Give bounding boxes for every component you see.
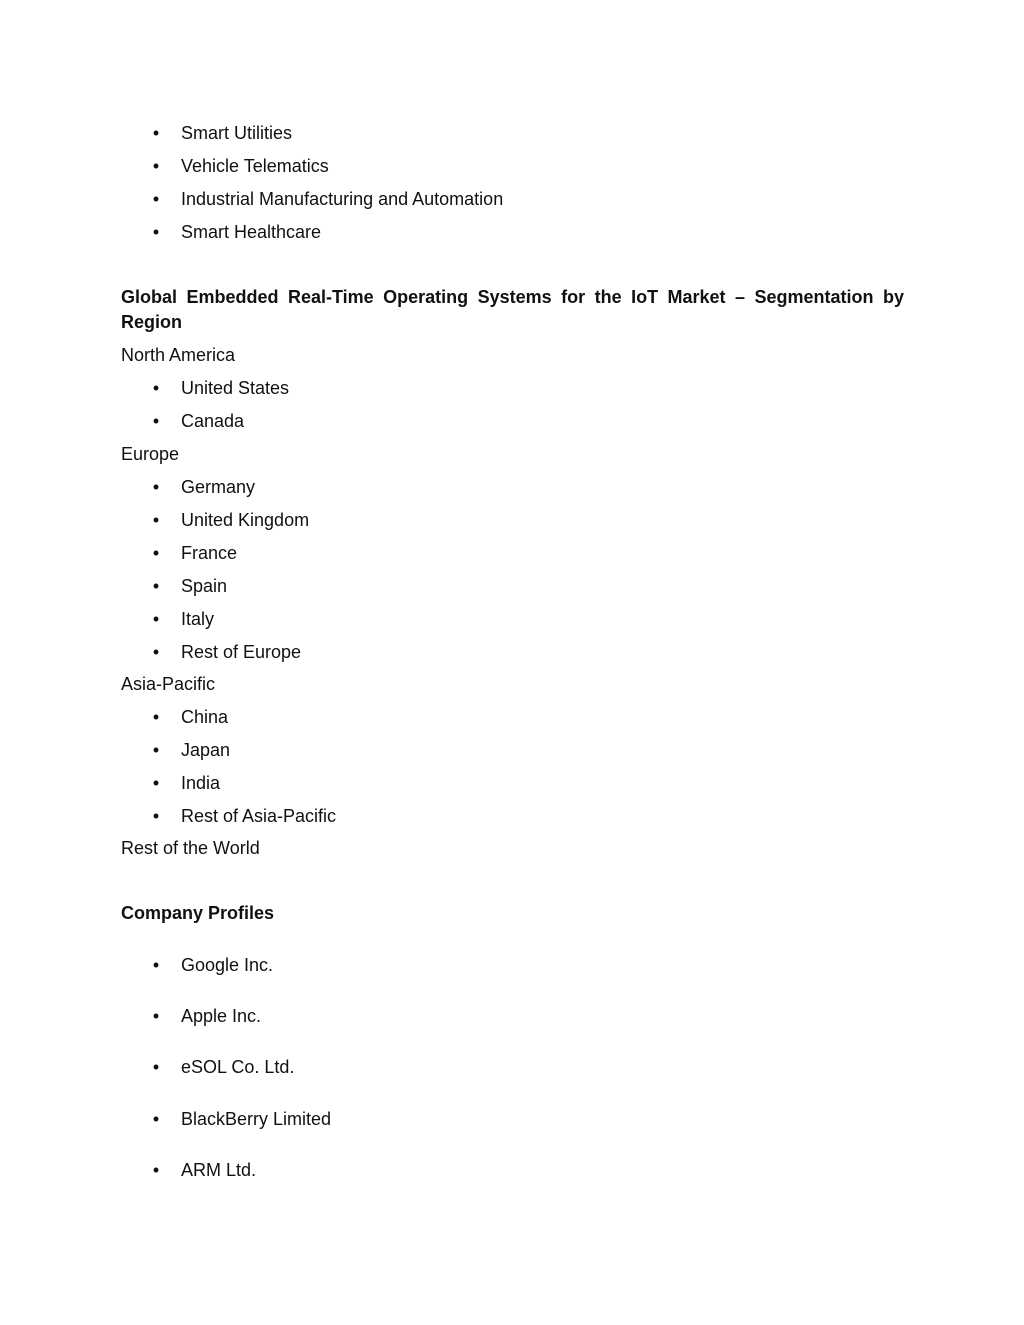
bullet: • — [152, 806, 160, 826]
bullet: • — [152, 378, 160, 398]
bullet: • — [152, 477, 160, 497]
bullet: • — [152, 609, 160, 629]
country-united-kingdom: United Kingdom — [181, 510, 310, 530]
company-apple: Apple Inc. — [181, 1006, 262, 1026]
country-united-states: United States — [181, 378, 290, 398]
country-canada: Canada — [181, 411, 245, 431]
country-japan: Japan — [181, 740, 231, 760]
bullet: • — [152, 510, 160, 530]
country-rest-of-europe: Rest of Europe — [181, 642, 302, 662]
bullet: • — [152, 955, 160, 975]
country-china: China — [181, 707, 229, 727]
bullet: • — [152, 189, 160, 209]
bullet: • — [152, 707, 160, 727]
bullet: • — [152, 411, 160, 431]
region-north-america: North America — [121, 345, 236, 365]
country-india: India — [181, 773, 221, 793]
bullet: • — [152, 1160, 160, 1180]
bullet: • — [152, 576, 160, 596]
company-arm: ARM Ltd. — [181, 1160, 257, 1180]
bullet: • — [152, 740, 160, 760]
company-google: Google Inc. — [181, 955, 274, 975]
list-item-text: Industrial Manufacturing and Automation — [181, 189, 504, 209]
bullet: • — [152, 543, 160, 563]
bullet: • — [152, 1109, 160, 1129]
region-rest-of-the-world: Rest of the World — [121, 838, 260, 858]
bullet: • — [152, 1057, 160, 1077]
bullet: • — [152, 222, 160, 242]
bullet: • — [152, 773, 160, 793]
list-item-text: Smart Healthcare — [181, 222, 322, 242]
country-france: France — [181, 543, 238, 563]
bullet: • — [152, 1006, 160, 1026]
company-profiles-heading: Company Profiles — [121, 903, 275, 923]
region-heading-line2: Region — [121, 312, 182, 332]
country-spain: Spain — [181, 576, 228, 596]
company-esol: eSOL Co. Ltd. — [181, 1057, 295, 1077]
bullet: • — [152, 156, 160, 176]
bullet: • — [152, 642, 160, 662]
region-asia-pacific: Asia-Pacific — [121, 674, 216, 694]
country-rest-of-asia-pacific: Rest of Asia-Pacific — [181, 806, 337, 826]
region-heading-line1: Global Embedded Real-Time Operating Systems for the IoT Market – Segmentation by — [121, 287, 904, 307]
region-europe: Europe — [121, 444, 180, 464]
list-item-text: Smart Utilities — [181, 123, 293, 143]
list-item-text: Vehicle Telematics — [181, 156, 329, 176]
bullet: • — [152, 123, 160, 143]
country-italy: Italy — [181, 609, 215, 629]
company-blackberry: BlackBerry Limited — [181, 1109, 332, 1129]
country-germany: Germany — [181, 477, 256, 497]
